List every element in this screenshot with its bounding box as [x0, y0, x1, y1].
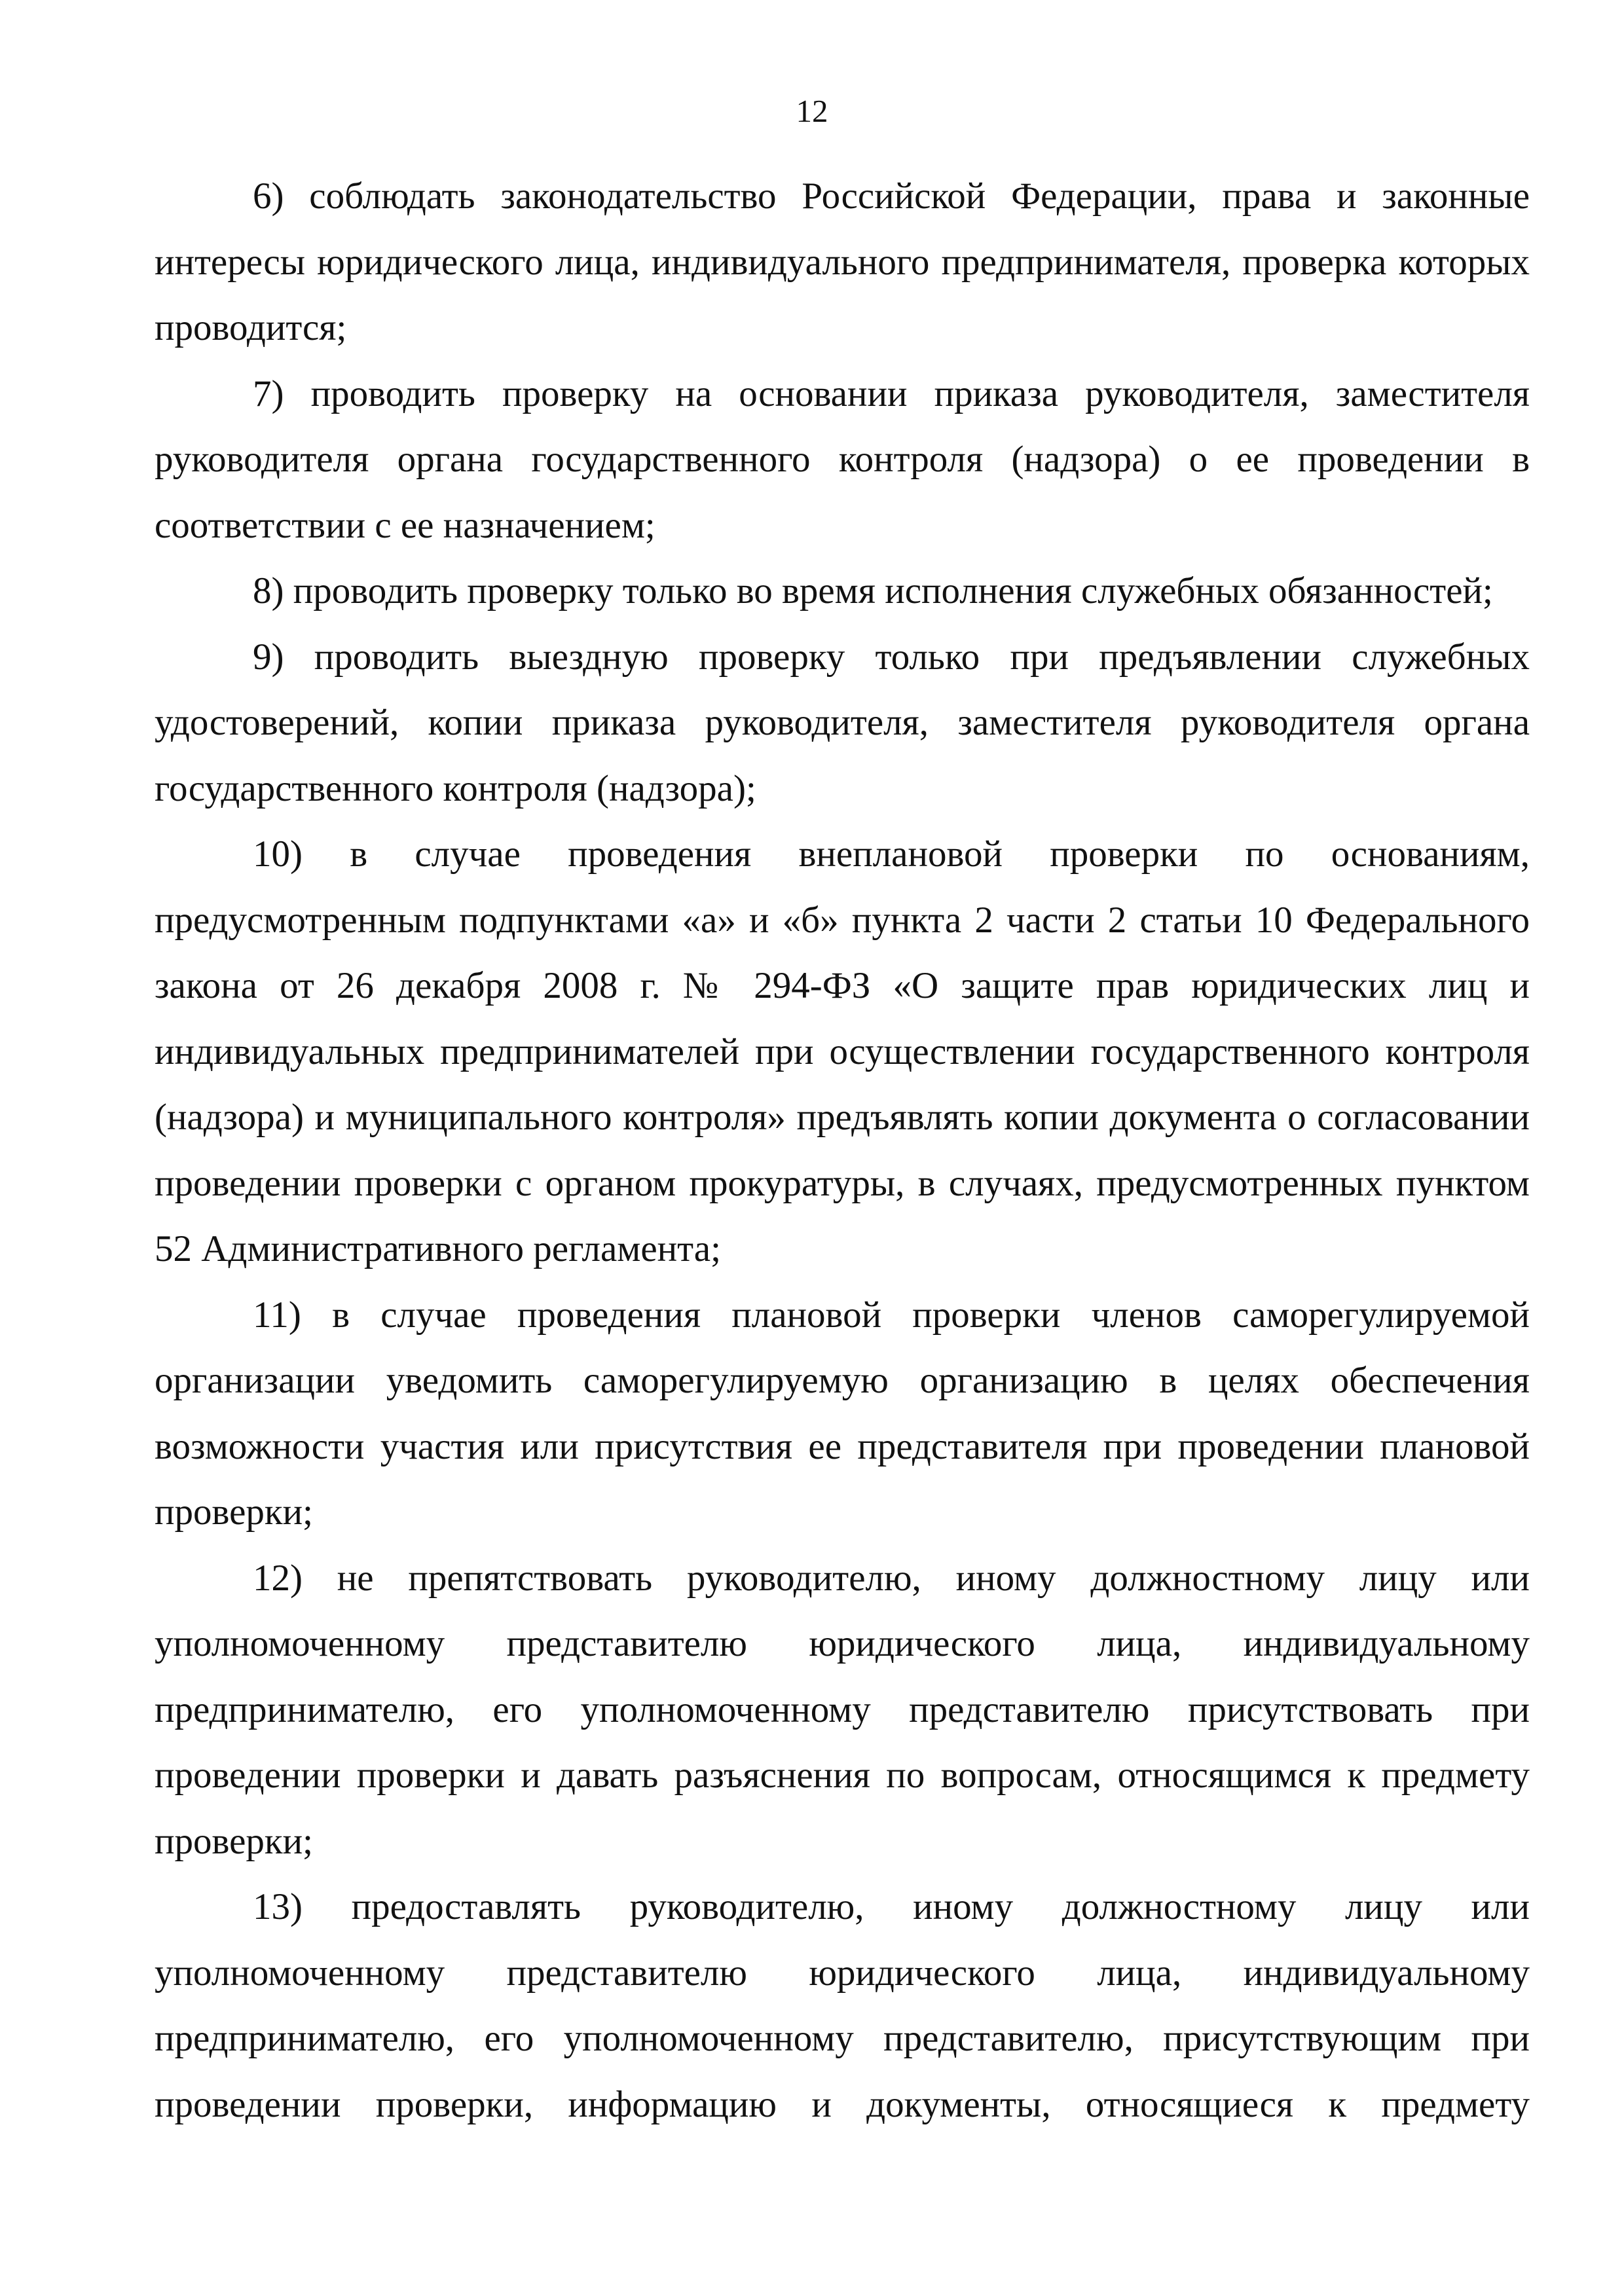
list-item-9: 9) проводить выездную проверку только при предъявлении служебных удостоверений, копии приказа руководителя, заместителя руководителя органа государственного контроля (надзора);: [155, 636, 1530, 809]
page-number: 12: [796, 93, 828, 129]
list-item-13: 13) предоставлять руководителю, иному должностному лицу или уполномоченному представителю юридического лица, индивидуальному предпринимателю, его уполномоченному представителю, присутствующим при проведении проверки, информацию и документы, относящиеся к предмету: [155, 1886, 1530, 2125]
list-item-7: 7) проводить проверку на основании приказа руководителя, заместителя руководителя органа государственного контроля (надзора) о ее проведении в соответствии с ее назначением;: [155, 373, 1530, 546]
list-item-12: 12) не препятствовать руководителю, иному должностному лицу или уполномоченному представителю юридического лица, индивидуальному предпринимателю, его уполномоченному представителю присутствовать при проведении проверки и давать разъяснения по вопросам, относящимся к предмету проверки;: [155, 1557, 1530, 1862]
list-item-10: 10) в случае проведения внеплановой проверки по основаниям, предусмотренным подпунктами «а» и «б» пункта 2 части 2 статьи 10 Федерального закона от 26 декабря 2008 г. № 294-ФЗ «О защите прав юридических лиц и индивидуальных предпринимателей при осуществлении государственного контроля (надзора) и муниципального контроля» предъявлять копии документа о согласовании проведении проверки с органом прокуратуры, в случаях, предусмотренных пунктом 52 Административного регламента;: [155, 833, 1530, 1269]
list-item-6: 6) соблюдать законодательство Российской Федерации, права и законные интересы юридического лица, индивидуального предпринимателя, проверка которых проводится;: [155, 175, 1530, 348]
list-item-11: 11) в случае проведения плановой проверки членов саморегулируемой организации уведомить саморегулируемую организацию в целях обеспечения возможности участия или присутствия ее представителя при проведении плановой проверки;: [155, 1294, 1530, 1533]
list-item-8: 8) проводить проверку только во время исполнения служебных обязанностей;: [253, 570, 1493, 611]
document-body: [155, 164, 1530, 2138]
